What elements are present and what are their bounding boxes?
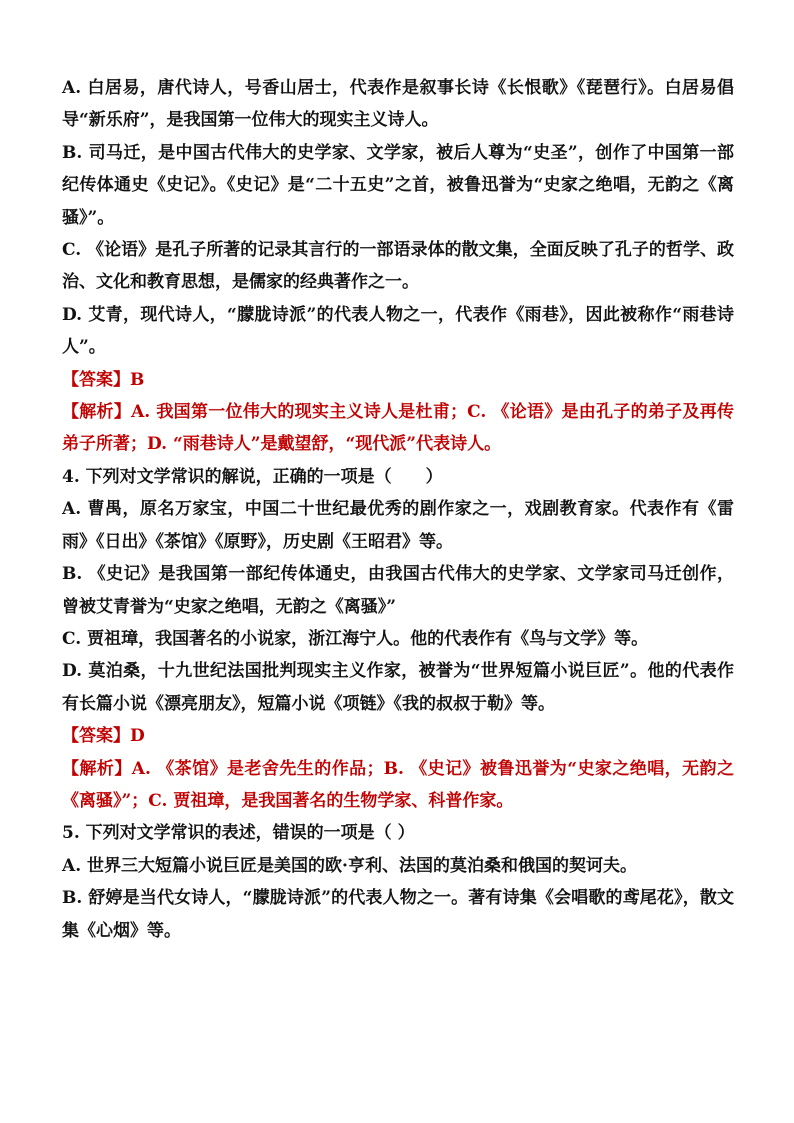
answer-value: D <box>130 726 145 747</box>
q4-option-b: B. 《史记》是我国第一部纪传体通史，由我国古代伟大的史学家、文学家司马迁创作，曾被艾青誉为“史家之绝唱，无韵之《离骚》” <box>62 564 734 617</box>
answer-label: 【答案】 <box>62 726 130 747</box>
q3-option-c: C. 《论语》是孔子所著的记录其言行的一部语录体的散文集，全面反映了孔子的哲学、政治、文化和教育思想，是儒家的经典著作之一。 <box>62 240 734 293</box>
q4-option-c: C. 贾祖璋，我国著名的小说家，浙江海宁人。他的代表作有《鸟与文学》等。 <box>62 628 649 649</box>
answer-label: 【答案】 <box>62 369 130 390</box>
document-page <box>62 72 734 947</box>
explanation-text: A. 我国第一位伟大的现实主义诗人是杜甫；C. 《论语》是由孔子的弟子及再传弟子所著；D. “雨巷诗人”是戴望舒，“现代派”代表诗人。 <box>62 402 735 455</box>
q5-option-a: A. 世界三大短篇小说巨匠是美国的欧·亨利、法国的莫泊桑和俄国的契诃夫。 <box>62 855 637 876</box>
q3-answer <box>62 364 734 396</box>
q3-option-b: B. 司马迁，是中国古代伟大的史学家、文学家，被后人尊为“史圣”，创作了中国第一部纪传体通史《史记》。《史记》是“二十五史”之首，被鲁迅誉为“史家之绝唱，无韵之《离骚》”。 <box>62 142 734 228</box>
q5-option-b: B. 舒婷是当代女诗人，“朦胧诗派”的代表人物之一。著有诗集《会唱歌的鸢尾花》，散文集《心烟》等。 <box>62 888 734 941</box>
q3-option-d: D. 艾青，现代诗人，“朦胧诗派”的代表人物之一，代表作《雨巷》，因此被称作“雨巷诗人”。 <box>62 304 734 358</box>
q4-stem: 4. 下列对文学常识的解说，正确的一项是（ ） <box>62 466 443 487</box>
explanation-label: 【解析】 <box>62 758 132 779</box>
q4-option-d: D. 莫泊桑，十九世纪法国批判现实主义作家，被誉为“世界短篇小说巨匠”。他的代表作有长篇小说《漂亮朋友》，短篇小说《项链》《我的叔叔于勒》等。 <box>62 661 734 714</box>
q3-explanation <box>62 396 734 461</box>
q4-explanation <box>62 753 734 818</box>
q5-stem: 5. 下列对文学常识的表述，错误的一项是（ ） <box>62 823 415 844</box>
explanation-text: A. 《茶馆》是老舍先生的作品；B. 《史记》被鲁迅誉为“史家之绝唱，无韵之《离骚》”；C. 贾祖璋，是我国著名的生物学家、科普作家。 <box>62 758 734 811</box>
answer-value: B <box>130 369 145 390</box>
q4-answer <box>62 720 734 752</box>
q3-option-a: A. 白居易，唐代诗人，号香山居士，代表作是叙事长诗《长恨歌》《琵琶行》。白居易倡导“新乐府”，是我国第一位伟大的现实主义诗人。 <box>62 78 734 131</box>
q4-option-a: A. 曹禺，原名万家宝，中国二十世纪最优秀的剧作家之一，戏剧教育家。代表作有《雷雨》《日出》《茶馆》《原野》，历史剧《王昭君》等。 <box>62 499 734 552</box>
explanation-label: 【解析】 <box>62 402 132 423</box>
